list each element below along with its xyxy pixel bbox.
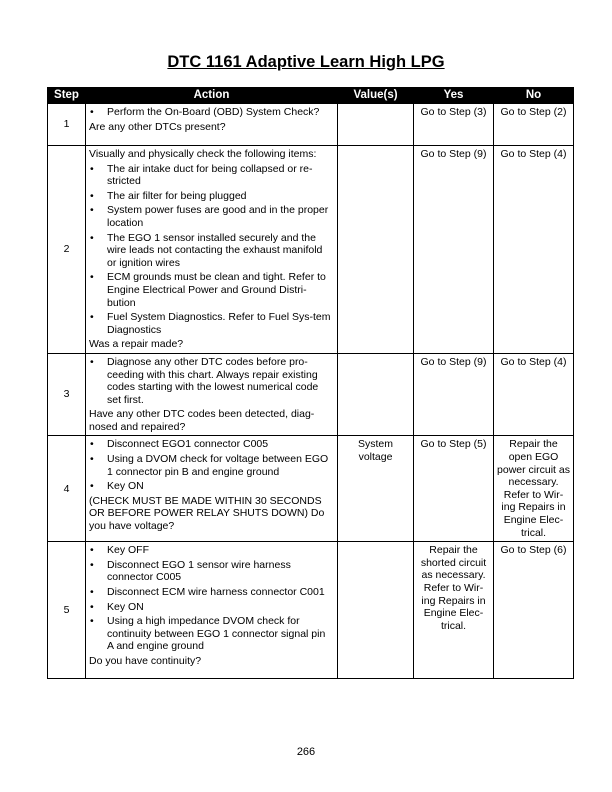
value-cell [338, 104, 414, 146]
yes-cell: Go to Step (9) [414, 146, 494, 354]
page-number: 266 [296, 746, 316, 758]
step-number: 1 [48, 104, 86, 146]
action-bullet: • Key ON [89, 601, 334, 614]
value-cell [338, 146, 414, 354]
action-question: Have any other DTC codes been detected, diag-nosed and repaired? [89, 408, 315, 433]
no-cell: Go to Step (2) [494, 104, 574, 146]
action-cell [86, 104, 338, 146]
action-question: Are any other DTCs present? [89, 120, 226, 133]
action-bullets [89, 163, 334, 337]
action-bullet: • Diagnose any other DTC codes before pro-ceeding with this chart. Always repair existing codes starting with the lowest numerical code set first. [89, 356, 334, 406]
step-number: 4 [48, 436, 86, 542]
action-bullets [89, 438, 334, 492]
action-bullet: • Perform the On-Board (OBD) System Check? [89, 106, 334, 119]
action-bullet: • Disconnect ECM wire harness connector C001 [89, 586, 334, 599]
yes-cell: Go to Step (5) [414, 436, 494, 542]
no-cell: Go to Step (6) [494, 542, 574, 679]
no-cell: Go to Step (4) [494, 353, 574, 436]
action-bullet: • Key OFF [89, 544, 334, 557]
action-bullets [89, 544, 334, 653]
header-step: Step [48, 88, 86, 104]
action-bullet: • ECM grounds must be clean and tight. Refer to Engine Electrical Power and Ground Distri-bution [89, 271, 334, 309]
action-bullet: • System power fuses are good and in the proper location [89, 204, 334, 229]
action-bullets [89, 106, 334, 119]
value-cell: System voltage [338, 436, 414, 542]
diagnostic-table [47, 87, 574, 679]
value-cell [338, 542, 414, 679]
step-number: 3 [48, 353, 86, 436]
action-question: Do you have continuity? [89, 654, 202, 667]
yes-cell: Repair the shorted circuit as necessary. Refer to Wir-ing Repairs in Engine Elec-trical. [414, 542, 494, 679]
action-bullet: • Key ON [89, 480, 334, 493]
action-cell [86, 146, 338, 354]
table-header-row [48, 88, 574, 104]
action-intro: Visually and physically check the following items: [89, 148, 317, 160]
action-bullet: • Disconnect EGO 1 sensor wire harness connector C005 [89, 559, 334, 584]
yes-cell: Go to Step (3) [414, 104, 494, 146]
action-cell [86, 542, 338, 679]
table-row [48, 104, 574, 146]
action-bullet: • Fuel System Diagnostics. Refer to Fuel Sys-tem Diagnostics [89, 311, 334, 336]
table-row [48, 353, 574, 436]
step-number: 2 [48, 146, 86, 354]
action-question: Was a repair made? [89, 338, 184, 351]
action-bullet: • The air filter for being plugged [89, 190, 334, 203]
action-question: (CHECK MUST BE MADE WITHIN 30 SECONDS OR BEFORE POWER RELAY SHUTS DOWN) Do you have voltage? [89, 494, 325, 533]
action-bullets [89, 356, 334, 406]
action-bullet: • Using a high impedance DVOM check for continuity between EGO 1 connector signal pin A and engine ground [89, 615, 334, 653]
action-bullet: • The EGO 1 sensor installed securely and the wire leads not contacting the exhaust manifold or ignition wires [89, 232, 334, 270]
header-yes: Yes [414, 88, 494, 104]
action-bullet: • Using a DVOM check for voltage between EGO 1 connector pin B and engine ground [89, 453, 334, 478]
action-cell [86, 436, 338, 542]
table-row [48, 542, 574, 679]
action-cell [86, 353, 338, 436]
yes-cell: Go to Step (9) [414, 353, 494, 436]
value-cell [338, 353, 414, 436]
step-number: 5 [48, 542, 86, 679]
no-cell: Repair the open EGO power circuit as necessary. Refer to Wir-ing Repairs in Engine Elec-trical. [494, 436, 574, 542]
header-no: No [494, 88, 574, 104]
header-values: Value(s) [338, 88, 414, 104]
header-action: Action [86, 88, 338, 104]
page-title: DTC 1161 Adaptive Learn High LPG [167, 53, 445, 71]
action-bullet: • The air intake duct for being collapsed or re-stricted [89, 163, 334, 188]
no-cell: Go to Step (4) [494, 146, 574, 354]
table-row [48, 146, 574, 354]
table-row [48, 436, 574, 542]
action-bullet: • Disconnect EGO1 connector C005 [89, 438, 334, 451]
